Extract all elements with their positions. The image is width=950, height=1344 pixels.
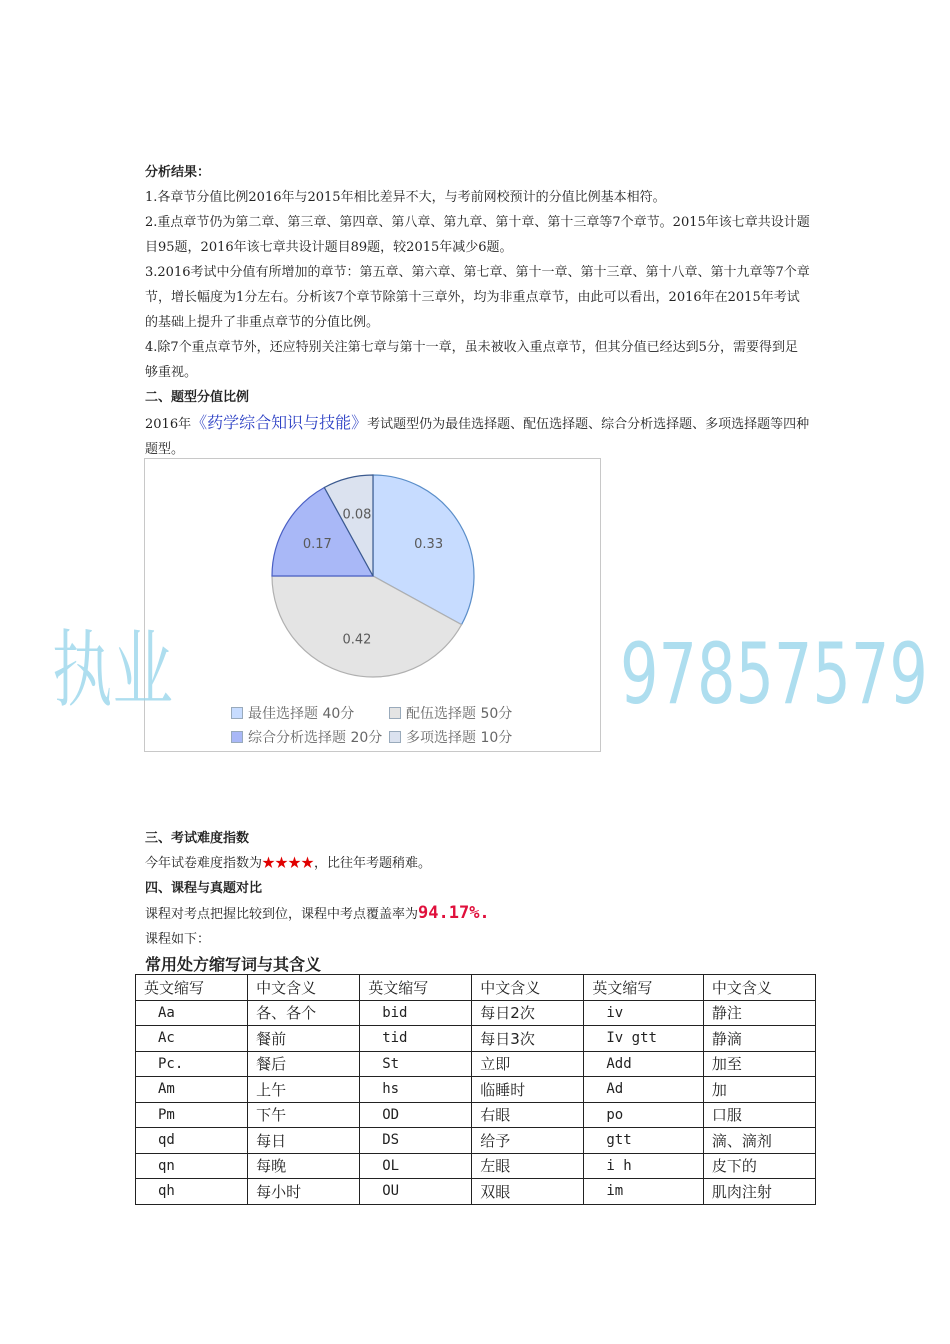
slice-label-1: 0.33 [414, 537, 444, 553]
legend-label-2: 配伍选择题 50分 [406, 706, 513, 722]
abbr-cell: iv [584, 1000, 704, 1026]
analysis-item-1: 1.各章节分值比例2016年与2015年相比差异不大，与考前网校预计的分值比例基本相符。 [145, 190, 666, 205]
abbr-cell: im [584, 1179, 704, 1205]
section2-text-after: 考试题型仍为最佳选择题、配伍选择题、综合分析选择题、多项选择题等四种题型。 [145, 417, 810, 457]
header-en-1: 英文缩写 [136, 975, 248, 1001]
legend-swatch-2 [389, 707, 401, 719]
section3-text-before: 今年试卷难度指数为 [145, 856, 263, 871]
meaning-cell: 静注 [703, 1000, 815, 1026]
pie-chart [144, 458, 601, 752]
table-title: 常用处方缩写词与其含义 [145, 955, 322, 974]
section4-text [145, 901, 810, 927]
abbreviation-table [135, 974, 816, 1205]
legend-item-2 [389, 703, 512, 723]
table-row [136, 1077, 816, 1103]
legend-swatch-1 [231, 707, 243, 719]
slice-label-2: 0.42 [342, 632, 372, 648]
abbr-cell: hs [360, 1077, 472, 1103]
meaning-cell: 静滴 [703, 1026, 815, 1052]
abbr-cell: Pc. [136, 1051, 248, 1077]
meaning-cell: 加 [703, 1077, 815, 1103]
abbr-cell: OD [360, 1102, 472, 1128]
section3-heading: 三、考试难度指数 [145, 831, 250, 846]
abbr-cell: DS [360, 1128, 472, 1154]
abbr-cell: Am [136, 1077, 248, 1103]
meaning-cell: 各、各个 [248, 1000, 360, 1026]
analysis-heading: 分析结果： [145, 165, 211, 180]
watermark-right: 97857579 [620, 625, 928, 723]
meaning-cell: 每小时 [248, 1179, 360, 1205]
abbr-cell: tid [360, 1026, 472, 1052]
book-link[interactable]: 《药学综合知识与技能》 [191, 413, 368, 432]
abbr-cell: OU [360, 1179, 472, 1205]
meaning-cell: 双眼 [472, 1179, 584, 1205]
meaning-cell: 每晚 [248, 1153, 360, 1179]
table-row [136, 1102, 816, 1128]
table-row [136, 1000, 816, 1026]
meaning-cell: 下午 [248, 1102, 360, 1128]
header-cn-3: 中文含义 [703, 975, 815, 1001]
section2-text-before: 2016年 [145, 417, 192, 432]
meaning-cell: 右眼 [472, 1102, 584, 1128]
abbr-cell: Ad [584, 1077, 704, 1103]
meaning-cell: 肌肉注射 [703, 1179, 815, 1205]
abbr-cell: po [584, 1102, 704, 1128]
meaning-cell: 滴、滴剂 [703, 1128, 815, 1154]
meaning-cell: 餐后 [248, 1051, 360, 1077]
watermark-left: 执业 [52, 621, 173, 719]
section4-heading: 四、课程与真题对比 [145, 881, 263, 896]
meaning-cell: 每日 [248, 1128, 360, 1154]
abbr-cell: Iv gtt [584, 1026, 704, 1052]
legend-label-1: 最佳选择题 40分 [248, 706, 355, 722]
section3-text-after: ，比往年考题稍难。 [314, 856, 432, 871]
abbr-cell: qh [136, 1179, 248, 1205]
section2-text [145, 410, 810, 462]
abbr-cell: Add [584, 1051, 704, 1077]
table-row [136, 1179, 816, 1205]
legend-item-1 [231, 703, 354, 723]
table-row [136, 1026, 816, 1052]
difficulty-section [145, 826, 810, 952]
header-cn-1: 中文含义 [248, 975, 360, 1001]
table-row [136, 1128, 816, 1154]
legend-item-3 [231, 727, 382, 747]
legend-label-4: 多项选择题 10分 [406, 730, 513, 746]
section4-text-before: 课程对考点把握比较到位，课程中考点覆盖率为 [145, 907, 419, 922]
meaning-cell: 临睡时 [472, 1077, 584, 1103]
legend-swatch-4 [389, 731, 401, 743]
analysis-item-3: 3.2016考试中分值有所增加的章节：第五章、第六章、第七章、第十一章、第十三章、第十八章、第十九章等7个章节，增长幅度为1分左右。分析该7个章节除第十三章外，均为非重点章节，由此可以看出，2016年在2015年考试的基础上提升了非重点章节的分值比例。 [145, 265, 810, 330]
meaning-cell: 左眼 [472, 1153, 584, 1179]
meaning-cell: 给予 [472, 1128, 584, 1154]
abbr-cell: gtt [584, 1128, 704, 1154]
abbr-cell: OL [360, 1153, 472, 1179]
section2-heading: 二、题型分值比例 [145, 390, 250, 405]
table-row [136, 1153, 816, 1179]
table-header-row [136, 975, 816, 1001]
legend-item-4 [389, 727, 512, 747]
abbr-cell: Pm [136, 1102, 248, 1128]
pie-chart-svg [145, 459, 600, 751]
header-en-3: 英文缩写 [584, 975, 704, 1001]
star-rating: ★★★★ [262, 856, 315, 871]
meaning-cell: 每日3次 [472, 1026, 584, 1052]
analysis-item-4: 4.除7个重点章节外，还应特别关注第七章与第十一章，虽未被收入重点章节，但其分值已经达到5分，需要得到足够重视。 [145, 340, 798, 380]
header-en-2: 英文缩写 [360, 975, 472, 1001]
meaning-cell: 立即 [472, 1051, 584, 1077]
analysis-item-2: 2.重点章节仍为第二章、第三章、第四章、第八章、第九章、第十章、第十三章等7个章节。2015年该七章共设计题目95题，2016年该七章共设计题目89题，较2015年减少6题。 [145, 215, 810, 255]
abbr-cell: qd [136, 1128, 248, 1154]
abbr-cell: St [360, 1051, 472, 1077]
table-row [136, 1051, 816, 1077]
course-line: 课程如下： [145, 932, 211, 947]
meaning-cell: 口服 [703, 1102, 815, 1128]
slice-label-3: 0.17 [302, 537, 332, 553]
meaning-cell: 上午 [248, 1077, 360, 1103]
section3-text [145, 851, 810, 876]
meaning-cell: 每日2次 [472, 1000, 584, 1026]
meaning-cell: 餐前 [248, 1026, 360, 1052]
abbr-cell: bid [360, 1000, 472, 1026]
abbr-cell: i h [584, 1153, 704, 1179]
slice-label-4: 0.08 [342, 507, 372, 523]
abbr-cell: qn [136, 1153, 248, 1179]
meaning-cell: 皮下的 [703, 1153, 815, 1179]
abbr-cell: Aa [136, 1000, 248, 1026]
header-cn-2: 中文含义 [472, 975, 584, 1001]
abbr-cell: Ac [136, 1026, 248, 1052]
meaning-cell: 加至 [703, 1051, 815, 1077]
legend-swatch-3 [231, 731, 243, 743]
legend-label-3: 综合分析选择题 20分 [248, 730, 383, 746]
analysis-section [145, 160, 810, 462]
coverage-rate: 94.17%. [418, 903, 490, 923]
